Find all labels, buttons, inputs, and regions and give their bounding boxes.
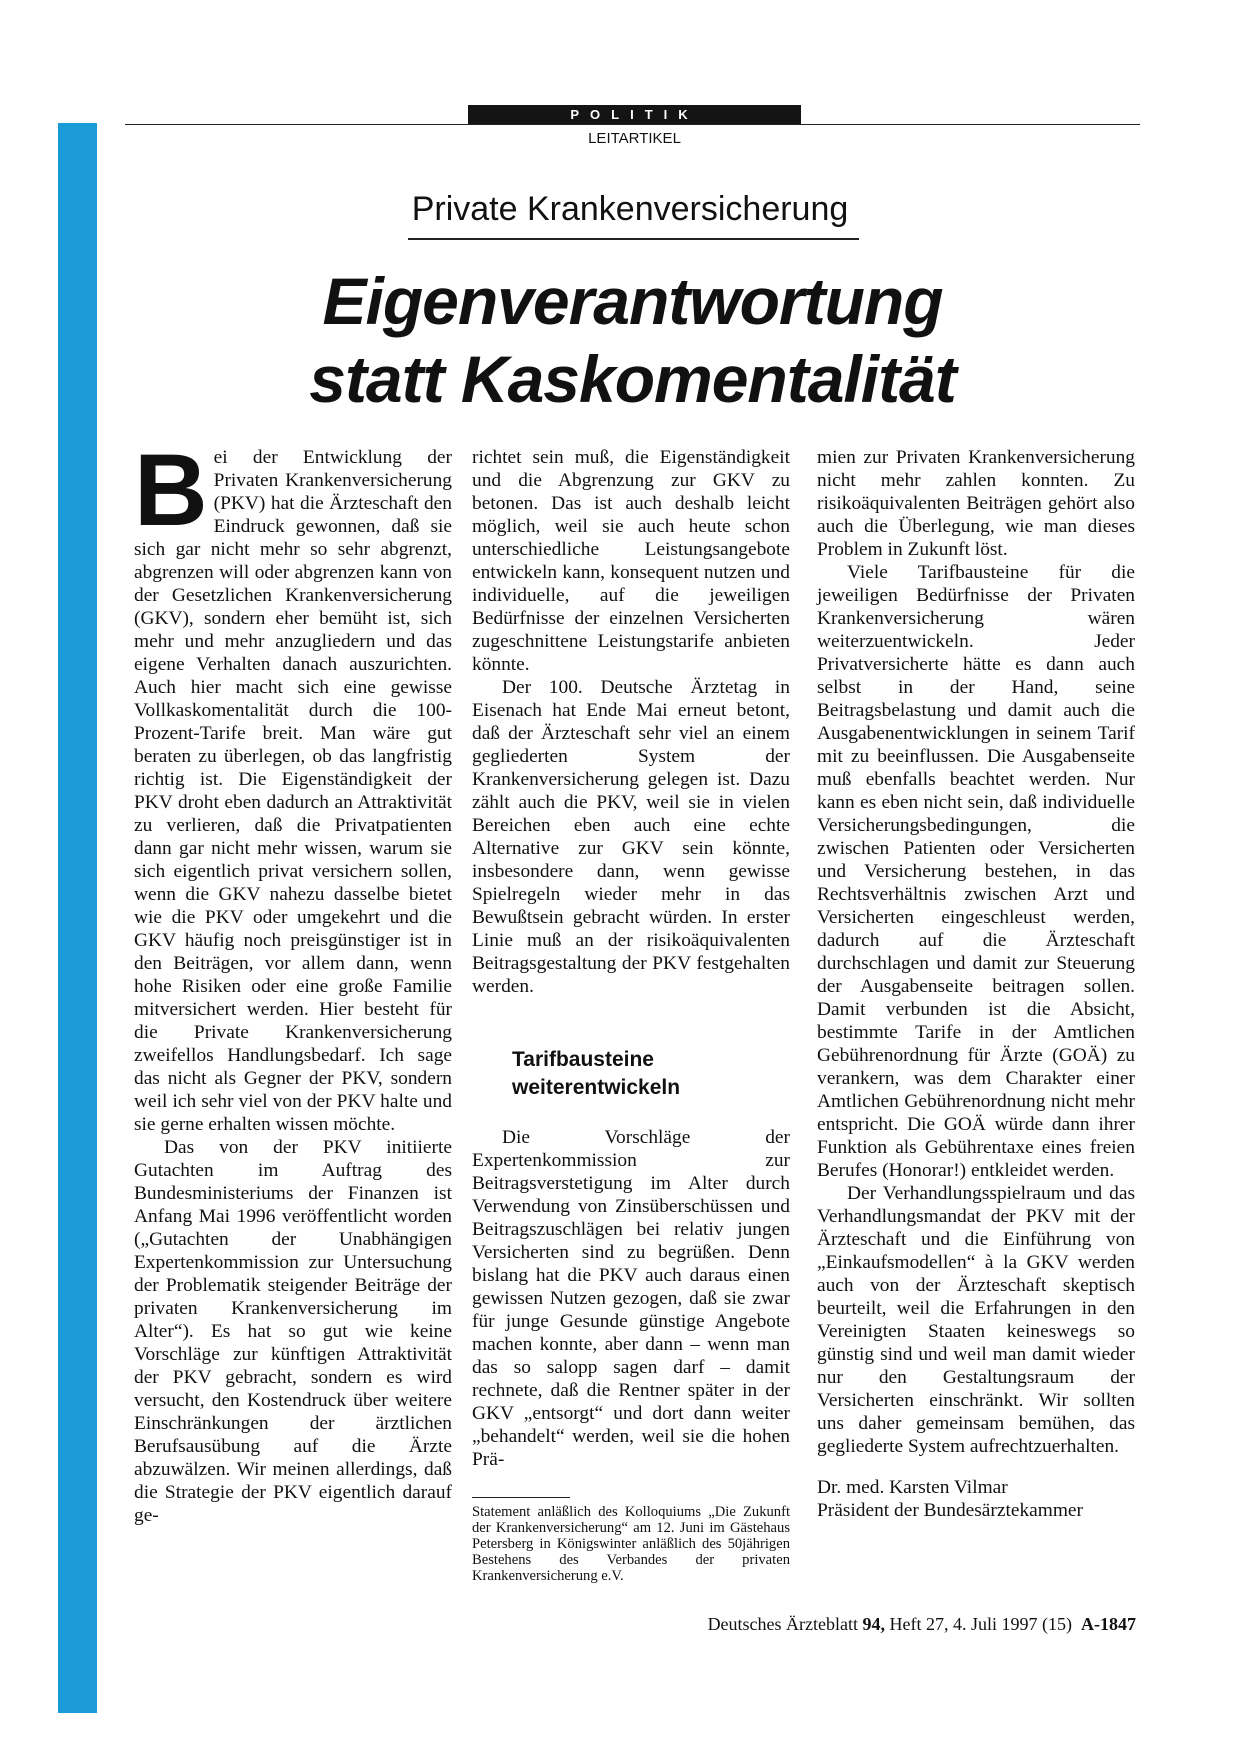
section-label: POLITIK bbox=[468, 105, 801, 124]
paragraph-text: ei der Entwicklung der Privaten Krankenversicherung (PKV) hat die Ärzteschaft den Eindruck gewonnen, daß sie sich gar nicht mehr so sehr abgrenzt, abgrenzen will oder abgrenzen kann von der Gesetzlichen Krankenversicherung (GKV), sondern eher bemüht ist, sich mehr und mehr anzugliedern und das eigene Verhalten danach auszurichten. Auch hier macht sich eine gewisse Vollkaskomentalität durch die 100-Prozent-Tarife breit. Man wäre gut beraten zu überlegen, ob das langfristig richtig ist. Die Eigenständigkeit der PKV droht eben dadurch an Attraktivität zu verlieren, daß die Privatpatienten dann gar nicht mehr wissen, warum sie sich eigentlich privat versichern sollen, wenn die GKV nahezu dasselbe bietet wie die PKV oder umgekehrt und die GKV häufig noch preisgünstiger ist in den Beiträgen, vor allem dann, wenn hohe Risiken oder eine große Familie mitversichert werden. Hier besteht für die Private Krankenversicherung zweifellos Handlungsbedarf. Ich sage das nicht als Gegner der PKV, sondern weil ich sehr viel von der PKV halte und sie gerne erhalten wissen möchte. bbox=[134, 447, 452, 1135]
subheading-line-1: Tarifbausteine bbox=[512, 1048, 654, 1071]
column-3 bbox=[817, 446, 1135, 1522]
article-kicker: Private Krankenversicherung bbox=[411, 190, 849, 228]
issue-info: Heft 27, 4. Juli 1997 (15) bbox=[889, 1614, 1072, 1634]
paragraph: Viele Tarifbausteine für die jeweiligen Bedürfnisse der Privaten Krankenversicherung wären weiterzuentwickeln. Jeder Privatversicherte hätte es dann auch selbst in der Hand, seine Beitragsbelastung und damit auch die Ausgabenentwicklungen in seinem Tarif mit zu beeinflussen. Die Ausgabenseite muß ebenfalls beachtet werden. Nur kann es eben nicht sein, daß individuelle Versicherungsbedingungen, die zwischen Patienten oder Versicherten und Versicherung bestehen, in das Rechtsverhältnis zwischen Arzt und Versicherten eingeschleust werden, dadurch auf die Ärzteschaft durchschlagen und damit zur Steuerung der Ausgabenseite beitragen sollen. Damit verbunden ist die Absicht, bestimmte Tarife in der Amtlichen Gebührenordnung für Ärzte (GOÄ) zu verankern, was dem Charakter einer Amtlichen Gebührenordnung nicht mehr entspricht. Die GOÄ würde dann ihrer Funktion als Gebührentaxe eines freien Berufes (Honorar!) entkleidet werden. bbox=[817, 562, 1135, 1181]
paragraph: Das von der PKV initiierte Gutachten im Auftrag des Bundesministeriums der Finanzen ist Anfang Mai 1996 veröffentlicht worden („Gutachten der Unabhängigen Expertenkommission zur Untersuchung der Problematik steigender Beiträge der privaten Krankenversicherung im Alter“). Es hat so gut wie keine Vorschläge zur künftigen Attraktivität der PKV gebracht, sondern es wird versucht, den Kostendruck über weitere Einschränkungen der ärztlichen Berufsausübung auf die Ärzte abzuwälzen. Wir meinen allerdings, daß die Strategie der PKV eigentlich darauf ge- bbox=[134, 1137, 452, 1526]
footnote: Statement anläßlich des Kolloquiums „Die Zukunft der Krankenversicherung“ am 12. Juni im Gästehaus Petersberg in Königswinter anläßlich des 50jährigen Bestehens des Verbandes der privaten Krankenversicherung e.V. bbox=[472, 1504, 790, 1584]
paragraph: Der Verhandlungsspielraum und das Verhandlungsmandat der PKV mit der Ärzteschaft und die Einführung von „Einkaufsmodellen“ à la GKV werden auch von der Ärzteschaft skeptisch beurteilt, weil die Erfahrungen in den Vereinigten Staaten keineswegs so günstig sind und weil man damit wieder nur den Gestaltungsraum der Versicherten einschränkt. Wir sollten uns daher gemeinsam bemühen, das gegliederte System aufrechtzuerhalten. bbox=[817, 1183, 1135, 1457]
header-rule bbox=[125, 124, 1140, 125]
article-headline bbox=[125, 262, 1140, 418]
headline-line-1: Eigenverantwortung bbox=[322, 264, 943, 338]
subheading-line-2: weiterentwickeln bbox=[512, 1076, 681, 1099]
column-2 bbox=[472, 446, 790, 1584]
author-name: Dr. med. Karsten Vilmar bbox=[817, 1477, 1008, 1498]
journal-volume: 94, bbox=[862, 1614, 886, 1634]
drop-cap: B bbox=[134, 433, 208, 547]
paragraph: richtet sein muß, die Eigenständigkeit und die Abgrenzung zur GKV zu betonen. Das ist auch deshalb leicht möglich, weil sie auch heute schon unterschiedliche Leistungsangebote entwickeln kann, konsequent nutzen und individuelle, auf die jeweiligen Bedürfnisse der einzelnen Versicherten zugeschnittene Leistungstarife anbieten könnte. bbox=[472, 447, 790, 675]
side-accent-bar bbox=[58, 123, 97, 1713]
paragraph: Die Vorschläge der Expertenkommission zur Beitragsverstetigung im Alter durch Verwendung von Zinsüberschüssen und Beitragszuschlägen bei relativ jungen Versicherten sind zu begrüßen. Denn bislang hat die PKV auch daraus einen gewissen Nutzen gezogen, daß sie zwar für junge Gesunde günstige Angebote machen konnte, aber dann – wenn man das so salopp sagen darf – damit rechnete, daß die Rentner später in der GKV „entsorgt“ und dort dann weiter „behandelt“ werden, weil sie die hohen Prä- bbox=[472, 1127, 790, 1470]
paragraph: Der 100. Deutsche Ärztetag in Eisenach hat Ende Mai erneut betont, daß der Ärzteschaft sehr viel an einem gegliederten System der Krankenversicherung gelegen ist. Dazu zählt auch die PKV, weil sie in vielen Bereichen eben auch eine echte Alternative zur GKV sein könnte, insbesondere dann, wenn gewisse Spielregeln wieder mehr in das Bewußtsein gebracht würden. In erster Linie muß an der risikoäquivalenten Beitragsgestaltung der PKV festgehalten werden. bbox=[472, 677, 790, 997]
paragraph: mien zur Privaten Krankenversicherung nicht mehr zahlen konnten. Zu risikoäquivalenten Beiträgen gehört also auch die Überlegung, wie man dieses Problem in Zukunft löst. bbox=[817, 447, 1135, 560]
page-number: A-1847 bbox=[1081, 1614, 1136, 1634]
column-1 bbox=[134, 433, 452, 1527]
headline-line-2: statt Kaskomentalität bbox=[309, 342, 956, 416]
journal-name: Deutsches Ärzteblatt bbox=[707, 1614, 859, 1634]
page-footer bbox=[708, 1614, 1136, 1635]
author-title: Präsident der Bundesärztekammer bbox=[817, 1500, 1083, 1521]
kicker-underline bbox=[408, 238, 859, 240]
author-signature bbox=[817, 1476, 1135, 1522]
footnote-rule bbox=[472, 1497, 570, 1498]
subheading bbox=[512, 1046, 790, 1102]
paragraph bbox=[134, 433, 452, 1136]
subsection-label: LEITARTIKEL bbox=[588, 130, 681, 147]
